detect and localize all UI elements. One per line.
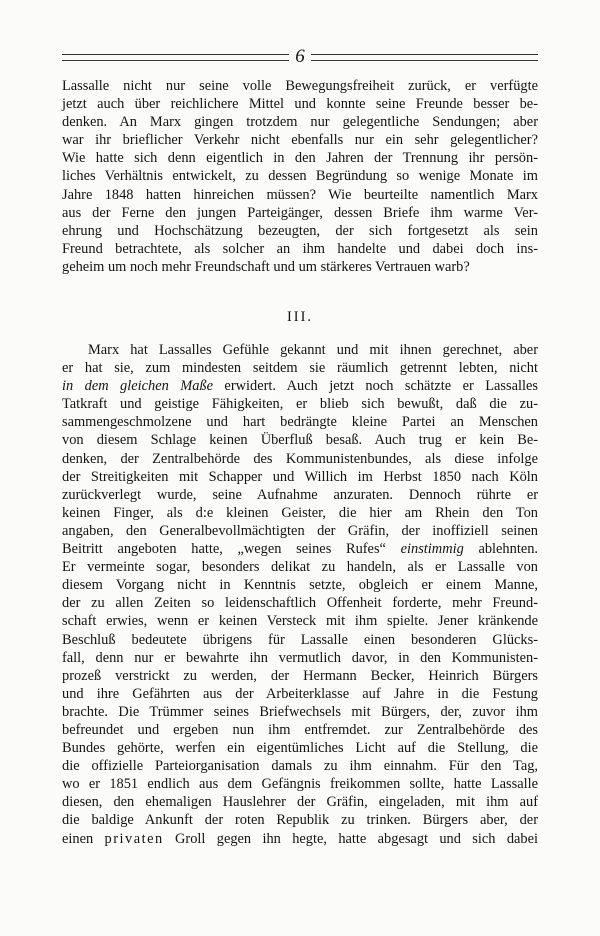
paragraph-line: sammengeschmolzene und hart bedrängte kleine Partei an Menschen [62, 414, 538, 431]
paragraph-line: wo er 1851 endlich aus dem Gefängnis freikommen sollte, hatte Lassalle [62, 776, 538, 793]
paragraph-line: fall, denn nur er bewahrte ihn vermutlich davor, in den Kommunisten- [62, 649, 538, 666]
paragraph-line: brachte. Die Trümmer seines Briefwechsels mit Bürgers, der, zuvor ihm [62, 703, 538, 720]
emphasis-text: einstimmig [400, 541, 464, 558]
line-text: ablehnten. [463, 541, 538, 558]
paragraph-line: Er vermeinte sogar, besonders delikat zu handeln, als er Lassalle von [62, 559, 538, 576]
paragraph-line: denken, der Zentralbehörde des Kommunistenbundes, als diese infolge [62, 450, 538, 467]
paragraph-2 [62, 341, 538, 848]
paragraph-line: Freund betrachtete, als solcher an ihm handelte und dabei doch ins- [62, 240, 538, 257]
paragraph-line: geheim um noch mehr Freundschaft und um stärkeres Vertrauen warb? [62, 258, 470, 275]
line-text: Groll gegen ihn hegte, hatte abgesagt und sich dabei [163, 830, 539, 847]
paragraph-line: die baldige Ankunft der roten Republik zu trinken. Bürgers aber, der [62, 812, 538, 829]
paragraph-line: Beschluß bedeutete übrigens für Lassalle einen besonderen Glücks- [62, 631, 538, 648]
paragraph-line: und ihre Gefährten aus der Arbeiterklasse auf Jahre in die Festung [62, 685, 538, 702]
paragraph-line: liches Verhältnis entwickelt, zu dessen Begründung so wenige Monate im [62, 168, 538, 185]
paragraph-line: diesen, den ehemaligen Hauslehrer der Gräfin, eingeladen, mit ihm auf [62, 794, 538, 811]
paragraph-line: Tatkraft und geistige Fähigkeiten, er blieb sich bewußt, daß die zu- [62, 396, 538, 413]
paragraph-line: Wie hatte sich denn eigentlich in den Jahren der Trennung ihr persön- [62, 150, 538, 167]
paragraph-line: befreundet und ergeben nun ihm entfremdet. zur Zentralbehörde des [62, 721, 538, 738]
paragraph-line [62, 830, 538, 848]
spaced-emphasis-text: privaten [104, 830, 164, 847]
paragraph-line: war ihr brieflicher Verkehr nicht ebenfalls nur ein sehr gelegentlicher? [62, 132, 538, 149]
paragraph-line: angaben, den Generalbevollmächtigten der Gräfin, der inoffiziell seinen [62, 522, 538, 539]
paragraph-line: die offizielle Parteiorganisation damals zu ihm einnahm. Für den Tag, [62, 758, 538, 775]
paragraph-line: denken. An Marx gingen trotzdem nur gelegentliche Sendungen; aber [62, 114, 538, 131]
page-number: 6 [295, 46, 305, 67]
paragraph-line: Lassalle nicht nur seine volle Bewegungsfreiheit zurück, er verfügte [62, 78, 538, 94]
paragraph-line: Marx hat Lassalles Gefühle gekannt und mit ihnen gerechnet, aber [88, 342, 538, 358]
paragraph-line: der Streitigkeiten mit Schapper und Willich im Herbst 1850 nach Köln [62, 468, 538, 485]
paragraph-line: aus der Ferne den jungen Parteigänger, dessen Briefe ihm warme Ver- [62, 204, 538, 221]
line-text: einen [62, 830, 105, 847]
line-text: erwidert. Auch jetzt noch schätzte er Lassalles [213, 378, 538, 395]
paragraph-line: jetzt auch über reichlichere Mittel und konnte seine Freunde besser be- [62, 96, 538, 113]
line-text: Beitritt angeboten hatte, „wegen seines Rufes“ [62, 541, 401, 558]
header-rule-right [311, 54, 538, 61]
paragraph-line [62, 377, 538, 395]
page-header [62, 44, 538, 70]
paragraph-line: er hat sie, zum mindesten seitdem sie räumlich getrennt lebten, nicht [62, 360, 538, 377]
paragraph-line: zurückverlegt wurde, seine Aufnahme anzuraten. Dennoch rührte er [62, 486, 538, 503]
section-heading: III. [287, 309, 313, 325]
paragraph-1 [62, 77, 538, 276]
paragraph-line: Bundes gehörte, werfen ein eigentümliches Licht auf die Stellung, die [62, 740, 538, 757]
paragraph-line: Jahre 1848 hatten hinreichen müssen? Wie beurteilte namentlich Marx [62, 186, 538, 203]
paragraph-line: von diesem Schlage keinen Überfluß besaß. Auch trug er kein Be- [62, 432, 538, 449]
paragraph-line: ehrung und Hochschätzung bezeugten, der sich fortgesetzt als sein [62, 222, 538, 239]
emphasis-text: in dem gleichen Maße [62, 378, 213, 395]
header-rule-left [62, 54, 289, 61]
paragraph-line [62, 540, 538, 558]
paragraph-line: keinen Finger, als d:e kleinen Geister, die hier am Rhein den Ton [62, 504, 538, 521]
paragraph-line: der zu allen Zeiten so leidenschaftlich Offenheit forderte, mehr Freund- [62, 595, 538, 612]
paragraph-line: schaft erwies, wenn er keinen Versteck mit ihm spielte. Jener kränkende [62, 613, 538, 630]
paragraph-line: diesem Vorgang nicht in Kenntnis setzte, obgleich er einem Manne, [62, 577, 538, 594]
paragraph-line: prozeß verstrickt zu werden, der Hermann Becker, Heinrich Bürgers [62, 667, 538, 684]
